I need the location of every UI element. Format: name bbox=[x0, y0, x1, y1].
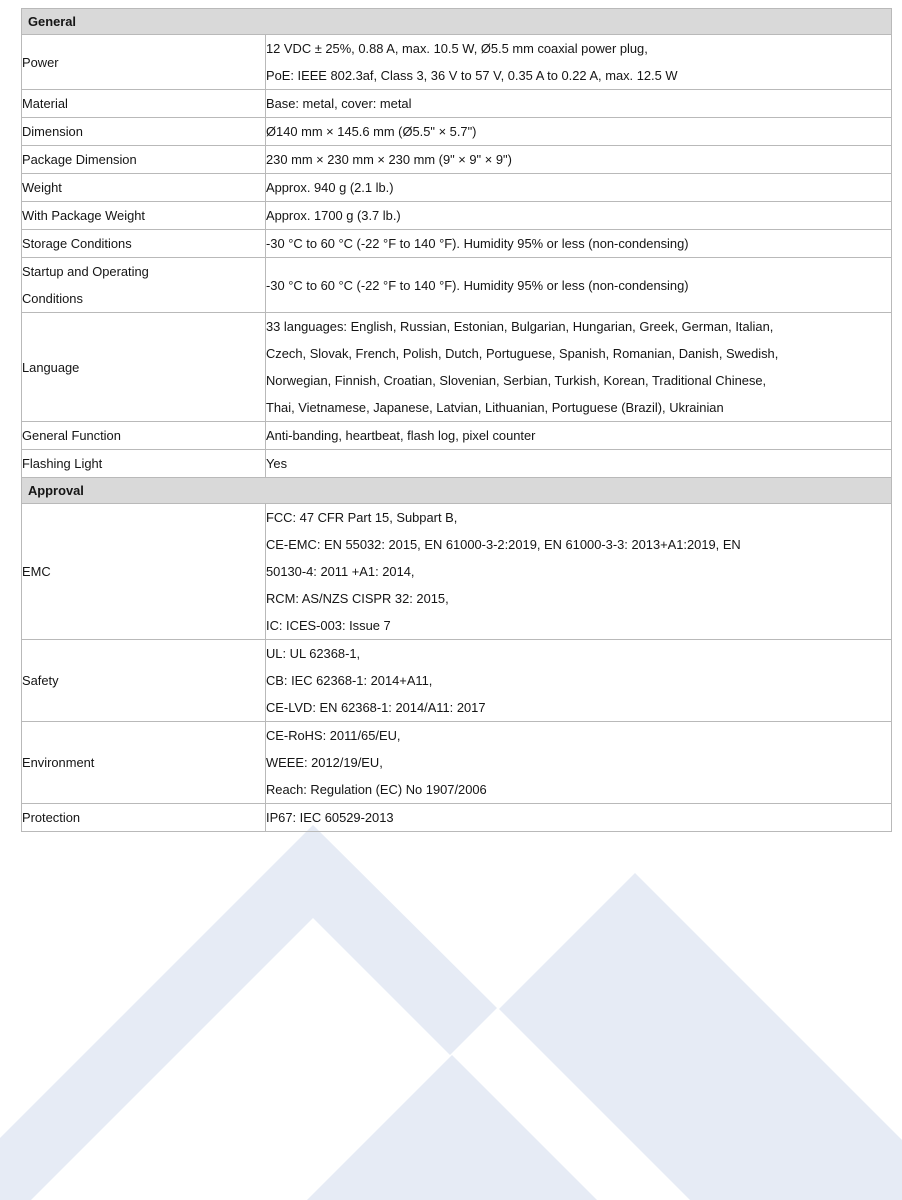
cell-text-line: Environment bbox=[22, 755, 95, 770]
spec-label bbox=[22, 202, 266, 230]
section-header-general: General bbox=[22, 9, 892, 35]
cell-text-line: Reach: Regulation (EC) No 1907/2006 bbox=[266, 782, 487, 797]
cell-text-line: Package Dimension bbox=[22, 152, 137, 167]
spec-row bbox=[22, 35, 892, 90]
spec-row bbox=[22, 504, 892, 640]
cell-text-line: CE-RoHS: 2011/65/EU, bbox=[266, 728, 401, 743]
cell-text-line: CE-LVD: EN 62368-1: 2014/A11: 2017 bbox=[266, 700, 486, 715]
spec-label bbox=[22, 722, 266, 804]
cell-text-line: Ø140 mm × 145.6 mm (Ø5.5" × 5.7") bbox=[266, 124, 477, 139]
cell-text-line: PoE: IEEE 802.3af, Class 3, 36 V to 57 V, 0.35 A to 0.22 A, max. 12.5 W bbox=[266, 68, 678, 83]
spec-row bbox=[22, 640, 892, 722]
cell-text-line: Conditions bbox=[22, 291, 83, 306]
cell-text-line: -30 °C to 60 °C (-22 °F to 140 °F). Humidity 95% or less (non-condensing) bbox=[266, 236, 689, 251]
cell-text-line: 33 languages: English, Russian, Estonian, Bulgarian, Hungarian, Greek, German, Italian, bbox=[266, 319, 774, 334]
spec-table bbox=[21, 8, 892, 832]
spec-value bbox=[266, 640, 892, 722]
cell-text-line: With Package Weight bbox=[22, 208, 145, 223]
spec-value bbox=[266, 422, 892, 450]
cell-text-line: 50130-4: 2011 +A1: 2014, bbox=[266, 564, 415, 579]
cell-text-line: -30 °C to 60 °C (-22 °F to 140 °F). Humidity 95% or less (non-condensing) bbox=[266, 277, 689, 293]
spec-value bbox=[266, 174, 892, 202]
cell-text-line: Safety bbox=[22, 673, 59, 688]
spec-value bbox=[266, 804, 892, 832]
spec-row bbox=[22, 313, 892, 422]
spec-label bbox=[22, 258, 266, 313]
cell-text-line: Language bbox=[22, 359, 80, 375]
spec-value bbox=[266, 504, 892, 640]
spec-row bbox=[22, 722, 892, 804]
spec-value bbox=[266, 202, 892, 230]
spec-label bbox=[22, 422, 266, 450]
cell-text-line: Storage Conditions bbox=[22, 236, 132, 251]
spec-value bbox=[266, 35, 892, 90]
cell-text-line: Startup and Operating bbox=[22, 264, 149, 279]
spec-label bbox=[22, 230, 266, 258]
cell-text-line: IC: ICES-003: Issue 7 bbox=[266, 618, 391, 633]
cell-text-line: CB: IEC 62368-1: 2014+A11, bbox=[266, 673, 433, 688]
cell-text-line: WEEE: 2012/19/EU, bbox=[266, 755, 383, 770]
cell-text-line: Approx. 1700 g (3.7 lb.) bbox=[266, 208, 401, 223]
cell-text-line: Protection bbox=[22, 810, 81, 825]
spec-value bbox=[266, 230, 892, 258]
watermark-middle-peak-shape bbox=[307, 1055, 597, 1200]
spec-value bbox=[266, 313, 892, 422]
section-header-row bbox=[22, 9, 892, 35]
cell-text-line: CE-EMC: EN 55032: 2015, EN 61000-3-2:2019, EN 61000-3-3: 2013+A1:2019, EN bbox=[266, 537, 741, 552]
cell-text-line: UL: UL 62368-1, bbox=[266, 646, 361, 661]
spec-row bbox=[22, 450, 892, 478]
spec-value bbox=[266, 258, 892, 313]
cell-text-line: 12 VDC ± 25%, 0.88 A, max. 10.5 W, Ø5.5 mm coaxial power plug, bbox=[266, 41, 648, 56]
spec-label bbox=[22, 504, 266, 640]
spec-label bbox=[22, 313, 266, 422]
spec-label bbox=[22, 804, 266, 832]
spec-table-body bbox=[22, 9, 892, 832]
spec-label bbox=[22, 90, 266, 118]
cell-text-line: Czech, Slovak, French, Polish, Dutch, Portuguese, Spanish, Romanian, Danish, Swedish, bbox=[266, 346, 779, 361]
spec-label bbox=[22, 35, 266, 90]
spec-label bbox=[22, 174, 266, 202]
watermark-right-peak-shape bbox=[499, 873, 902, 1200]
spec-value bbox=[266, 90, 892, 118]
spec-label bbox=[22, 450, 266, 478]
spec-row bbox=[22, 202, 892, 230]
cell-text-line: Power bbox=[22, 54, 59, 70]
cell-text-line: Weight bbox=[22, 180, 62, 195]
spec-value bbox=[266, 450, 892, 478]
cell-text-line: Approx. 940 g (2.1 lb.) bbox=[266, 180, 394, 195]
section-header-approval: Approval bbox=[22, 478, 892, 504]
section-header-row bbox=[22, 478, 892, 504]
cell-text-line: IP67: IEC 60529-2013 bbox=[266, 810, 394, 825]
cell-text-line: FCC: 47 CFR Part 15, Subpart B, bbox=[266, 510, 458, 525]
cell-text-line: Anti-banding, heartbeat, flash log, pixel counter bbox=[266, 428, 536, 443]
cell-text-line: Thai, Vietnamese, Japanese, Latvian, Lithuanian, Portuguese (Brazil), Ukrainian bbox=[266, 400, 724, 415]
spec-value bbox=[266, 118, 892, 146]
cell-text-line: Material bbox=[22, 96, 68, 111]
spec-label bbox=[22, 146, 266, 174]
spec-label bbox=[22, 118, 266, 146]
cell-text-line: Flashing Light bbox=[22, 456, 103, 471]
spec-row bbox=[22, 422, 892, 450]
cell-text-line: Norwegian, Finnish, Croatian, Slovenian, Serbian, Turkish, Korean, Traditional Chinese, bbox=[266, 373, 767, 388]
spec-row bbox=[22, 146, 892, 174]
spec-label bbox=[22, 640, 266, 722]
cell-text-line: Dimension bbox=[22, 124, 83, 139]
spec-row bbox=[22, 118, 892, 146]
spec-row bbox=[22, 230, 892, 258]
cell-text-line: General Function bbox=[22, 428, 121, 443]
cell-text-line: Yes bbox=[266, 456, 288, 471]
cell-text-line: RCM: AS/NZS CISPR 32: 2015, bbox=[266, 591, 449, 606]
cell-text-line: Base: metal, cover: metal bbox=[266, 96, 412, 111]
spec-row bbox=[22, 90, 892, 118]
spec-row bbox=[22, 174, 892, 202]
cell-text-line: EMC bbox=[22, 564, 51, 579]
spec-value bbox=[266, 722, 892, 804]
spec-value bbox=[266, 146, 892, 174]
cell-text-line: 230 mm × 230 mm × 230 mm (9" × 9" × 9") bbox=[266, 152, 512, 167]
spec-row bbox=[22, 804, 892, 832]
spec-row bbox=[22, 258, 892, 313]
